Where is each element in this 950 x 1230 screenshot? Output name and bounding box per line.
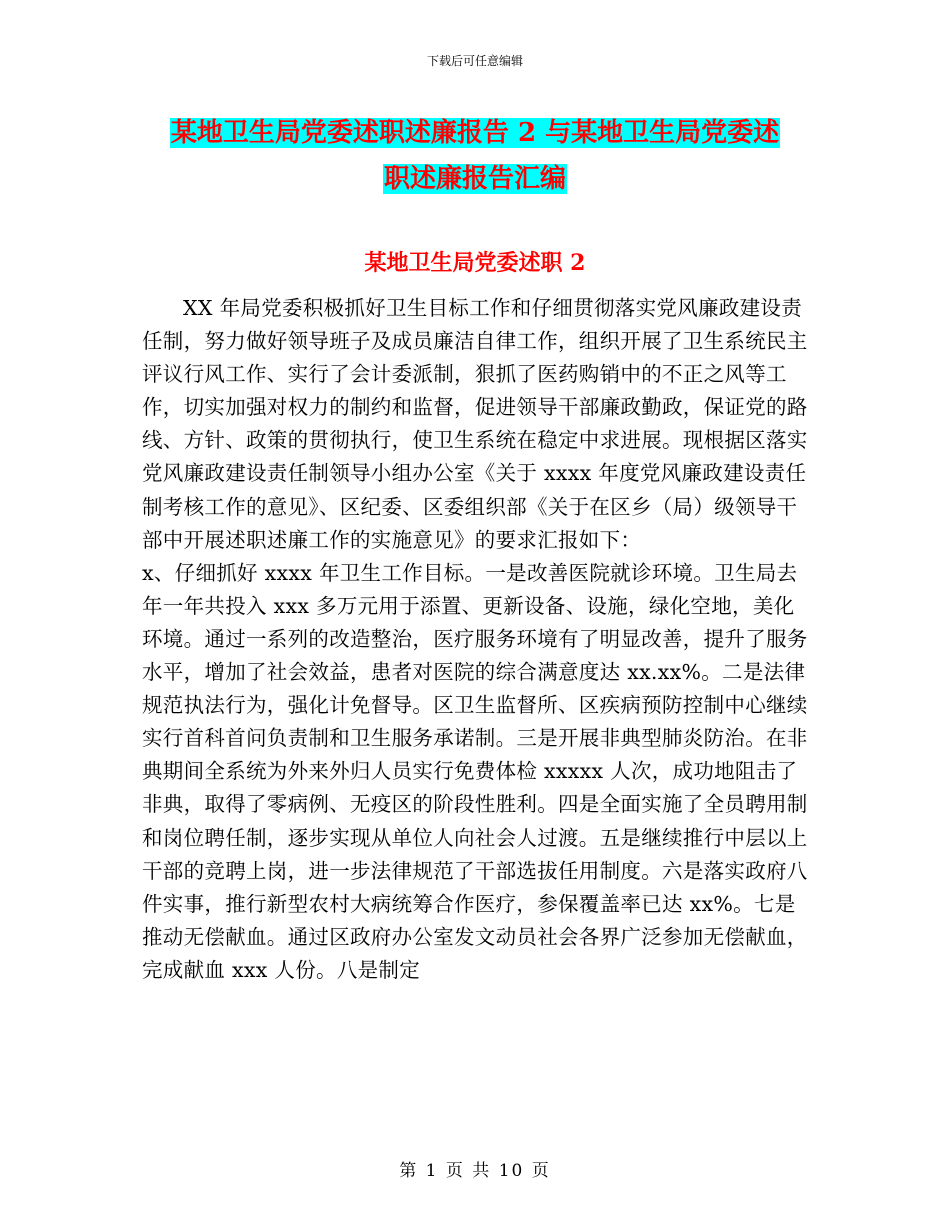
paragraph-intro: XX 年局党委积极抓好卫生目标工作和仔细贯彻落实党风廉政建设责任制，努力做好领导班子及成员廉洁自律工作，组织开展了卫生系统民主评议行风工作、实行了会计委派制，狠抓了医药购销中的不正之风等工作，切实加强对权力的制约和监督，促进领导干部廉政勤政，保证党的路线、方针、政策的贯彻执行，使卫生系统在稳定中求进展。现根据区落实党风廉政建设责任制领导小组办公室《关于 xxxx 年度党风廉政建设责任制考核工作的意见》、区纪委、区委组织部《关于在区乡（局）级领导干部中开展述职述廉工作的实施意见》的要求汇报如下： <box>142 296 808 552</box>
section-title: 某地卫生局党委述职 2 <box>364 250 586 276</box>
page-footer: 第 1 页 共 10 页 <box>399 1161 551 1181</box>
title-line-2: 职述廉报告汇编 <box>383 164 566 194</box>
header-note: 下载后可任意编辑 <box>426 54 523 68</box>
document-body <box>142 292 812 987</box>
title-line-1: 某地卫生局党委述职述廉报告 2 与某地卫生局党委述 <box>170 118 780 148</box>
paragraph-work-goals: x、仔细抓好 xxxx 年卫生工作目标。一是改善医院就诊环境。卫生局去年一年共投入 xxx 多万元用于添置、更新设备、设施，绿化空地，美化环境。通过一系列的改造整治，医疗服务环境有了明显改善，提升了服务水平，增加了社会效益，患者对医院的综合满意度达 xx.xx%。二是法律规范执法行为，强化计免督导。区卫生监督所、区疾病预防控制中心继续实行首科首问负责制和卫生服务承诺制。三是开展非典型肺炎防治。在非典期间全系统为外来外归人员实行免费体检 xxxxx 人次，成功地阻击了非典，取得了零病例、无疫区的阶段性胜利。四是全面实施了全员聘用制和岗位聘任制，逐步实现从单位人向社会人过渡。五是继续推行中层以上干部的竞聘上岗，进一步法律规范了干部选拔任用制度。六是落实政府八件实事，推行新型农村大病统筹合作医疗，参保覆盖率已达 xx%。七是推动无偿献血。通过区政府办公室发文动员社会各界广泛参加无偿献血，完成献血 xxx 人份。八是制定 <box>142 560 808 982</box>
document-title <box>0 110 950 202</box>
